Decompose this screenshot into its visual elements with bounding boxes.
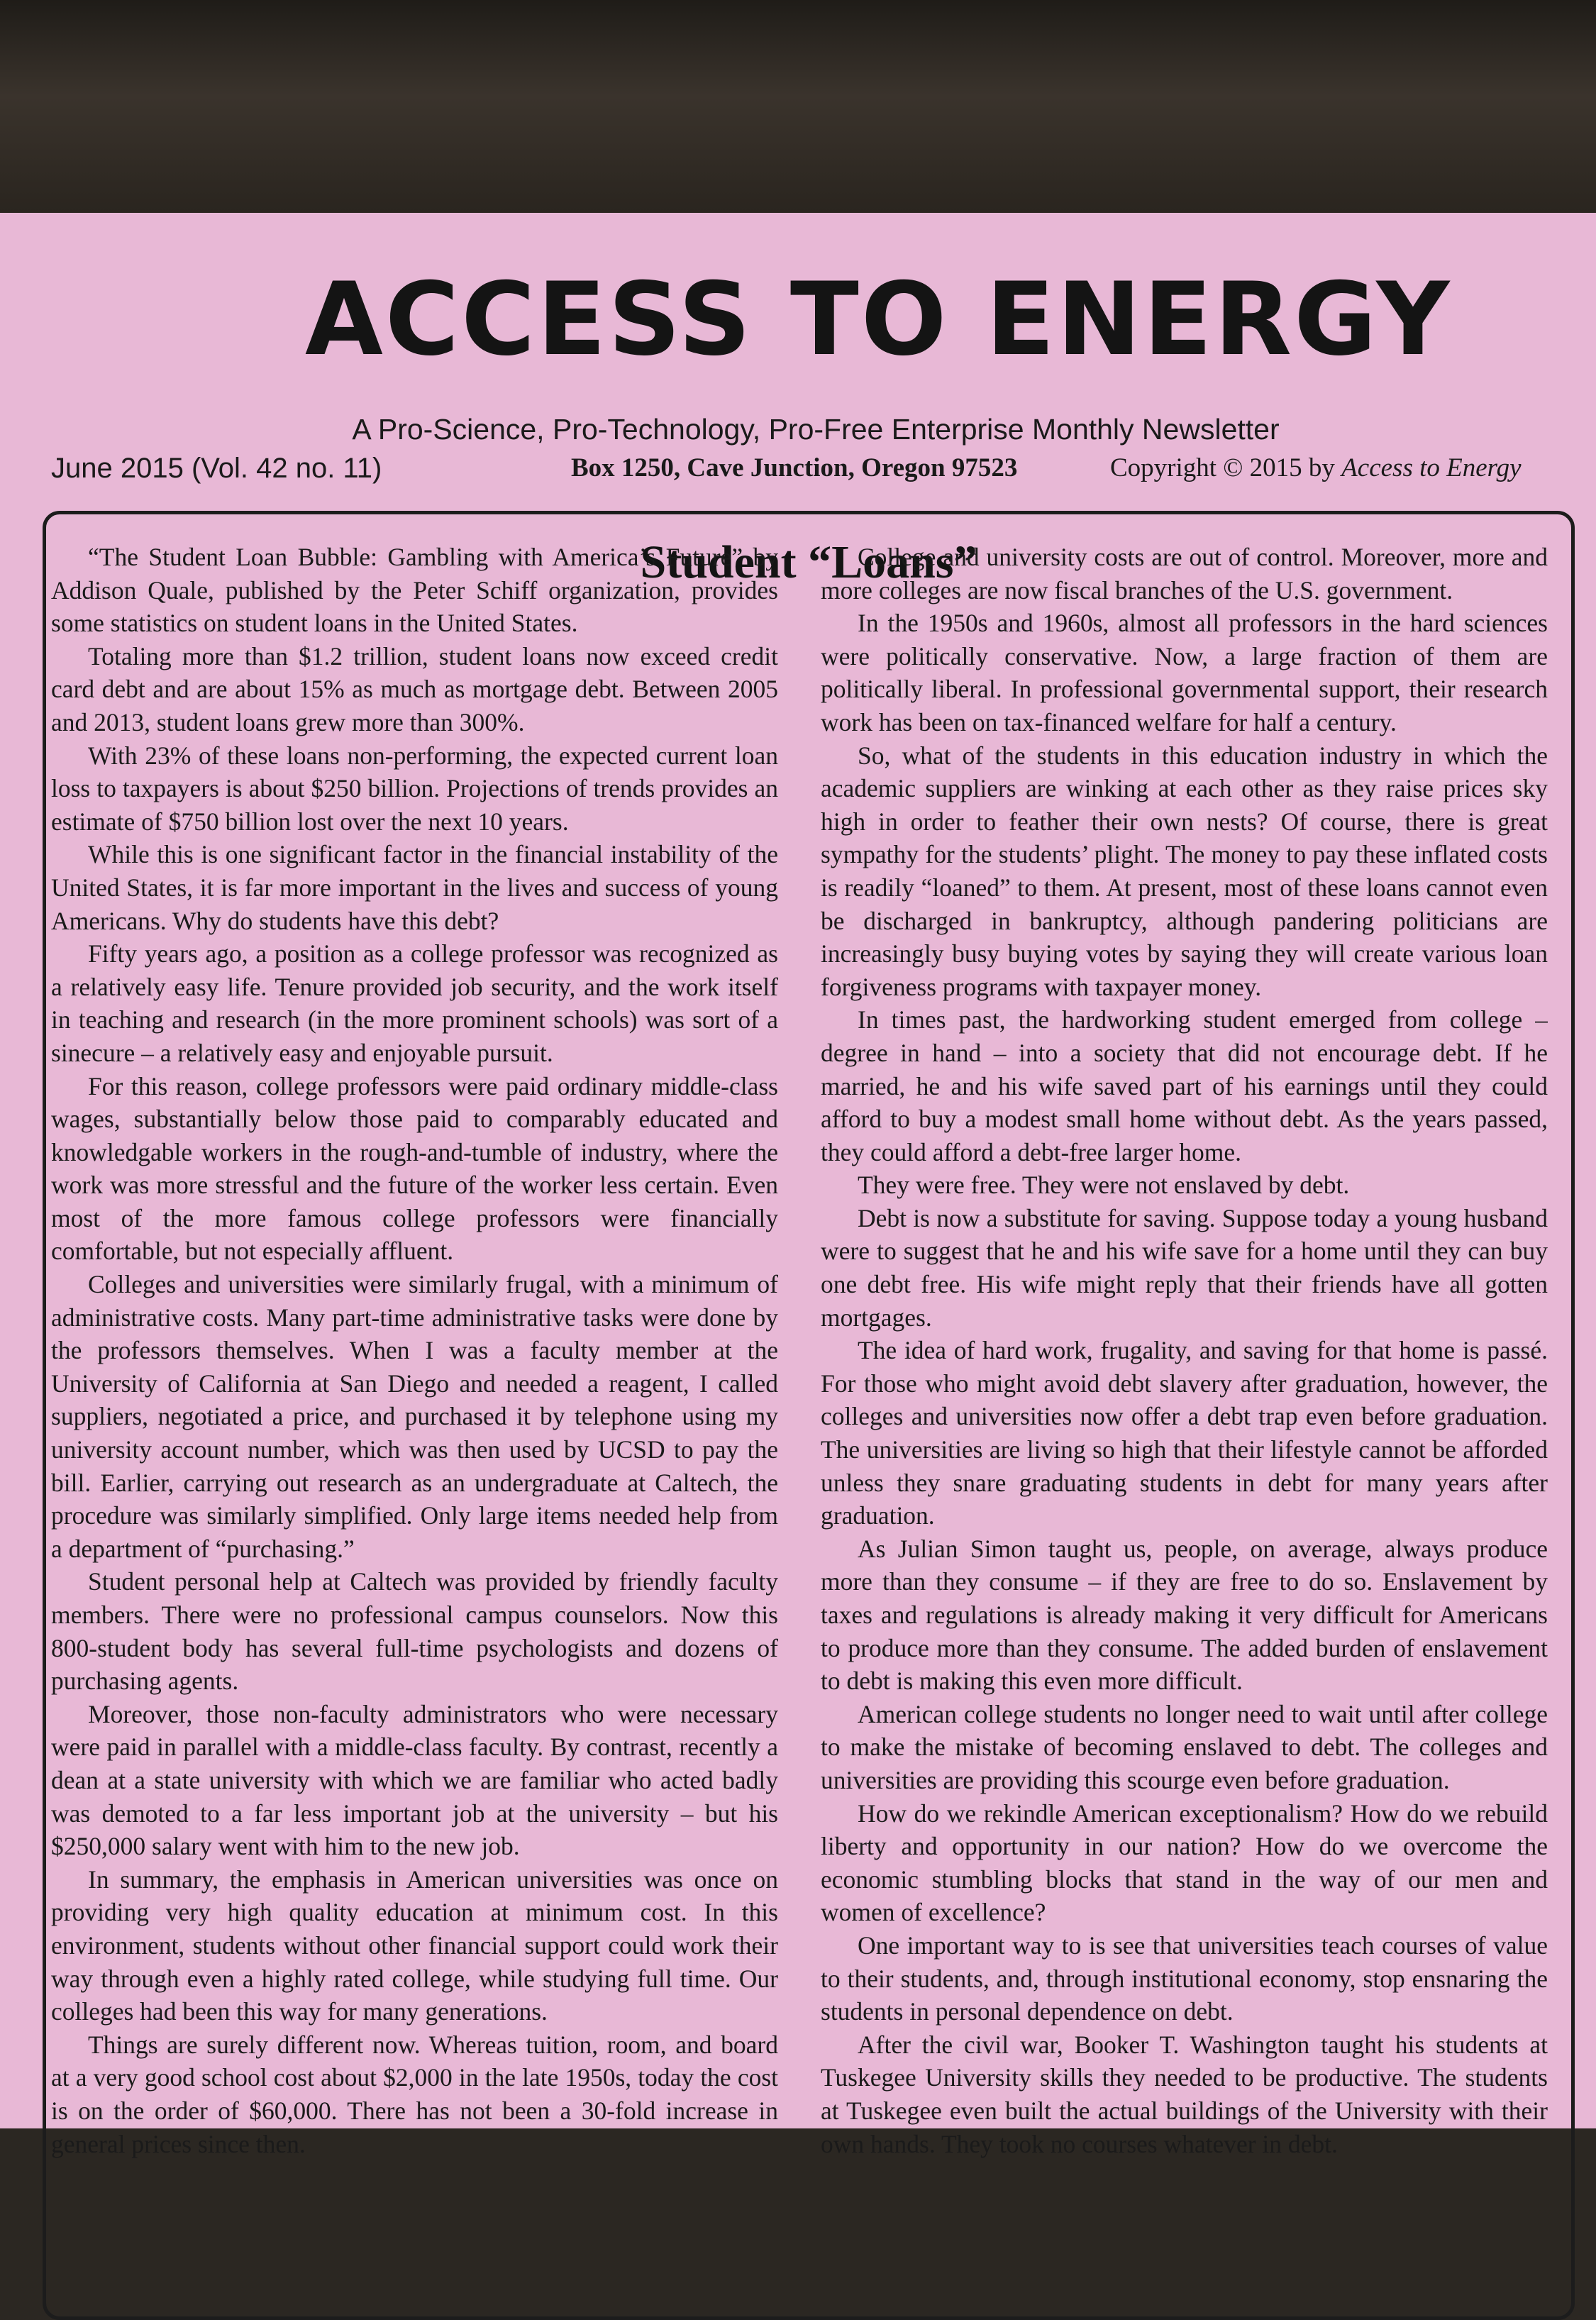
paragraph: Totaling more than $1.2 trillion, student loans now exceed credit card debt and are about 15% as much as mortgage debt. Between 2005 and 2013, student loans grew more than 300%. xyxy=(51,641,778,736)
issue-date: June 2015 (Vol. 42 no. 11) xyxy=(51,453,382,484)
paragraph: College and university costs are out of control. Moreover, more and more colleges are now fiscal branches of the U.S. government. xyxy=(821,543,1548,604)
paragraph: As Julian Simon taught us, people, on average, always produce more than they consume – if they are free to do so. Enslavement by taxes and regulations is already making it very difficult for Americans to produce more than they consume. The added burden of enslavement to debt is making this even more difficult. xyxy=(821,1534,1548,1696)
masthead-title: ACCESS TO ENERGY xyxy=(305,261,1452,378)
paragraph: Things are surely different now. Whereas tuition, room, and board at a very good school cost about $2,000 in the late 1950s, today the cost is on the order of $60,000. There has not been a 30-fold increase in general prices since then. xyxy=(51,2030,778,2158)
paragraph: In the 1950s and 1960s, almost all professors in the hard sciences were politically conservative. Now, a large fraction of them are politically liberal. In professional governmental support, their research work has been on tax-financed welfare for half a century. xyxy=(821,609,1548,736)
article-column-right xyxy=(821,541,1548,2300)
paragraph: After the civil war, Booker T. Washington taught his students at Tuskegee University skills they needed to be productive. The students at Tuskegee even built the actual buildings of the University with their own hands. They took no courses whatever in debt. xyxy=(821,2030,1548,2158)
paragraph: For this reason, college professors were paid ordinary middle-class wages, substantially below those paid to comparably educated and knowledgable workers in the rough-and-tumble of industry, where the work was more stressful and the future of the worker less certain. Even most of the more famous college professors were financially comfortable, but not especially affluent. xyxy=(51,1071,778,1266)
paragraph: Debt is now a substitute for saving. Suppose today a young husband were to suggest that he and his wife save for a home until they can buy one debt free. His wife might reply that their friends have all gotten mortgages. xyxy=(821,1203,1548,1332)
paragraph: “The Student Loan Bubble: Gambling with America’s Future” by Addison Quale, published by the Peter Schiff organization, provides some statistics on student loans in the United States. xyxy=(51,543,778,638)
paragraph: How do we rekindle American exceptionalism? How do we rebuild liberty and opportunity in our nation? How do we overcome the economic stumbling blocks that stand in the way of our men and women of excellence? xyxy=(821,1799,1548,1927)
article-column-left xyxy=(51,541,778,2300)
paragraph: So, what of the students in this education industry in which the academic suppliers are winking at each other as they raise prices sky high in order to feather their own nests? Of course, there is great sympathy for the students’ plight. The money to pay these inflated costs is readily “loaned” to them. At present, most of these loans cannot even be discharged in bankruptcy, although pandering politicians are increasingly busy buying votes by saying they will create various loan forgiveness programs with taxpayer money. xyxy=(821,741,1548,1001)
masthead-tagline: A Pro-Science, Pro-Technology, Pro-Free Enterprise Monthly Newsletter xyxy=(352,413,1280,446)
copyright-notice xyxy=(1110,453,1522,483)
paragraph: Fifty years ago, a position as a college professor was recognized as a relatively easy life. Tenure provided job security, and the work itself in teaching and research (in the more prominent schools) was sort of a sinecure – a relatively easy and enjoyable pursuit. xyxy=(51,939,778,1067)
paragraph: With 23% of these loans non-performing, the expected current loan loss to taxpayers is about $250 billion. Projections of trends provides an estimate of $750 billion lost over the next 10 years. xyxy=(51,741,778,836)
paragraph: Colleges and universities were similarly frugal, with a minimum of administrative costs. Many part-time administrative tasks were done by the professors themselves. When I was a faculty member at the University of California at San Diego and needed a reagent, I called suppliers, negotiated a price, and purchased it by telephone using my university account number, which was then used by UCSD to pay the bill. Earlier, carrying out research as an undergraduate at Caltech, the procedure was similarly simplified. Only large items needed help from a department of “purchasing.” xyxy=(51,1270,778,1563)
paragraph: Moreover, those non-faculty administrators who were necessary were paid in parallel with a middle-class faculty. By contrast, recently a dean at a state university with which we are familiar who acted badly was demoted to a far less important job at the university – but his $250,000 salary went with him to the new job. xyxy=(51,1699,778,1861)
copyright-prefix: Copyright © 2015 by xyxy=(1110,453,1335,482)
newsletter-page xyxy=(0,213,1596,2158)
table-background xyxy=(0,0,1596,213)
paragraph: In summary, the emphasis in American universities was once on providing very high quality education at minimum cost. In this environment, students without other financial support could work their way through even a highly rated college, while studying full time. Our colleges had been this way for many generations. xyxy=(51,1865,778,2026)
paragraph: They were free. They were not enslaved by debt. xyxy=(858,1171,1350,1200)
paragraph: American college students no longer need to wait until after college to make the mistake of becoming enslaved to debt. The colleges and universities are providing this scourge even before graduation. xyxy=(821,1699,1548,1794)
paragraph: The idea of hard work, frugality, and saving for that home is passé. For those who might avoid debt slavery after graduation, however, the colleges and universities now offer a debt trap even before graduation. The universities are living so high that their lifestyle cannot be afforded unless they snare graduating students in debt for many years after graduation. xyxy=(821,1336,1548,1530)
paragraph: Student personal help at Caltech was provided by friendly faculty members. There were no professional campus counselors. Now this 800-student body has several full-time psychologists and dozens of purchasing agents. xyxy=(51,1567,778,1696)
paragraph: One important way to is see that universities teach courses of value to their students, and, through institutional economy, stop ensnaring the students in personal dependence on debt. xyxy=(821,1930,1548,2026)
paragraph: While this is one significant factor in the financial instability of the United States, it is far more important in the lives and success of young Americans. Why do students have this debt? xyxy=(51,840,778,935)
paragraph: In times past, the hardworking student emerged from college – degree in hand – into a society that did not encourage debt. If he married, he and his wife saved part of his earnings until they could afford to buy a modest small home without debt. As the years passed, they could afford a debt-free larger home. xyxy=(821,1005,1548,1166)
article-headline: Student “Loans” xyxy=(640,536,977,588)
mailing-address: Box 1250, Cave Junction, Oregon 97523 xyxy=(571,453,1018,482)
copyright-holder: Access to Energy xyxy=(1341,453,1522,482)
